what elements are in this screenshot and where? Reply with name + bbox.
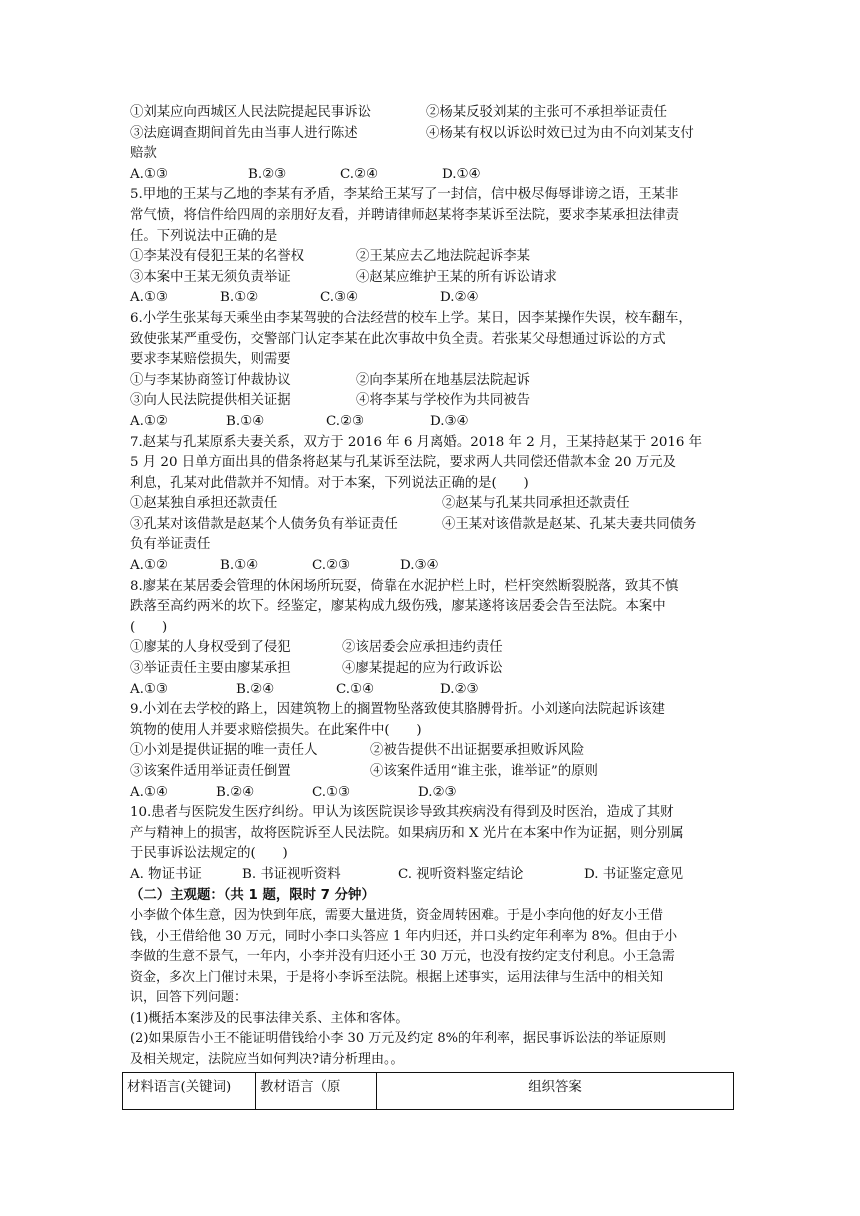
section2-body [130,906,742,1070]
q9-stem-line: 9.小刘在去学校的路上，因建筑物上的搁置物坠落致使其胳膊骨折。小刘遂向法院起诉该建 [130,702,666,718]
q7-option-b: B.①④ [220,558,259,574]
q10-options [130,865,742,886]
q6-option-b: B.①④ [226,413,265,429]
q4-statement-row-1 [130,103,742,124]
q9-statement-row-2 [130,762,742,783]
q5-statement-2: ②王某应去乙地法院起诉李某 [356,249,531,265]
q4-statement-2: ②杨某反驳刘某的主张可不承担举证责任 [426,105,668,120]
q9-option-b: B.②④ [216,784,255,800]
q8-statement-row-2 [130,659,742,680]
q6-stem-line: 致使张某严重受伤，交警部门认定李某在此次事故中负全责。若张某父母想通过诉讼的方式 [130,331,666,347]
table-header-answer: 组织答案 [377,1073,734,1110]
q4-option-d: D.①④ [442,166,481,182]
q5-statement-row-1 [130,247,742,268]
q7-stem-line: 利息，孔某对此借款并不知情。对于本案，下列说法正确的是( ) [130,475,529,491]
q10-stem-line: 10.患者与医院发生医疗纠纷。甲认为该医院误诊导致其疾病没有得到及时医治，造成了其财 [130,805,674,821]
q9-option-c: C.①③ [312,784,351,800]
q10-option-b: B. 书证视听资料 [242,866,341,882]
q8-option-c: C.①④ [336,681,375,697]
q6-statement-1: ①与李某协商签订仲裁协议 [130,372,291,388]
q9-statement-row-1 [130,741,742,762]
q9-statement-4: ④该案件适用“谁主张，谁举证”的原则 [370,764,598,779]
q6-options [130,412,742,433]
q5-option-b: B.①② [220,290,259,306]
q6-statement-row-2 [130,391,742,412]
q5-stem-line: 任。下列说法中正确的是 [130,228,278,244]
q7-option-c: C.②③ [312,558,351,574]
q6-stem-line: 6.小学生张某每天乘坐由李某驾驶的合法经营的校车上学。某日，因李某操作失误，校车翻车， [130,310,692,326]
q5-statement-1: ①李某没有侵犯王某的名誉权 [130,249,305,265]
q4-option-c: C.②④ [340,166,379,182]
section2-para-line: 李做的生意不景气，一年内，小李并没有归还小王 30 万元，也没有按约定支付利息。小王急需 [130,949,675,965]
q10-option-a: A. 物证书证 [130,866,202,882]
q8-option-a: A.①③ [130,681,168,697]
q8-stem-line: 8.廖某在某居委会管理的休闲场所玩耍，倚靠在水泥护栏上时，栏杆突然断裂脱落，致其不慎 [130,578,679,594]
q10-stem-line: 于民事诉讼法规定的( ) [130,846,288,862]
q6-option-a: A.①② [130,413,168,429]
q5-option-c: C.③④ [320,290,359,306]
q8-statement-4: ④廖某提起的应为行政诉讼 [342,661,503,677]
q7-statement-4-cont: 负有举证责任 [130,537,211,553]
q5-option-d: D.②④ [440,290,479,306]
q4-option-b: B.②③ [248,166,287,182]
q8-statement-3: ③举证责任主要由廖某承担 [130,661,291,677]
q8-statement-row-1 [130,638,742,659]
q9-statement-2: ②被告提供不出证据要承担败诉风险 [370,743,585,759]
q8-option-b: B.②④ [236,681,275,697]
q7-option-d: D.③④ [400,558,439,574]
q5-statement-row-2 [130,268,742,289]
section2-para-line: 资金，多次上门催讨未果，于是将小李诉至法院。根据上述事实，运用法律与生活中的相关知 [130,969,664,985]
q8-option-d: D.②③ [440,681,479,697]
q8-options [130,680,742,701]
section2-question-2-line: (2)如果原告小王不能证明借钱给小李 30 万元及约定 8%的年利率，据民事诉讼法的举证原则 [130,1031,666,1047]
q7-statement-4: ④王某对该借款是赵某、孔某夫妻共同债务 [442,516,697,532]
q4-statement-row-2 [130,124,742,145]
q10-option-c: C. 视听资料鉴定结论 [398,866,524,882]
q7-options [130,556,742,577]
section2-para-line: 小李做个体生意，因为快到年底，需要大量进货，资金周转困难。于是小李向他的好友小王借 [130,908,664,924]
q10-option-d: D. 书证鉴定意见 [584,866,684,882]
section2-para-line: 识，回答下列问题： [130,990,248,1006]
q4-options [130,165,742,186]
q6-statement-3: ③向人民法院提供相关证据 [130,393,291,409]
section2-question-2-line: 及相关规定，法院应当如何判决?请分析理由。。 [130,1051,404,1067]
q7-statement-row-2 [130,515,742,536]
q5-stem-line: 常气愤，将信件给四周的亲朋好友看，并聘请律师赵某将李某诉至法院，要求李某承担法律责 [130,207,680,223]
q7-stem-line: 5 月 20 日单方面出具的借条将赵某与孔某诉至法院，要求两人共同偿还借款本金 20 万元及 [130,455,676,471]
q5-statement-3: ③本案中王某无须负责举证 [130,269,291,285]
section2-question-1: (1)概括本案涉及的民事法律关系、主体和客体。 [130,1010,409,1026]
q5-statement-4: ④赵某应维护王某的所有诉讼请求 [356,269,557,285]
q5-options [130,288,742,309]
q6-option-c: C.②③ [326,413,365,429]
q8-statement-2: ②该居委会应承担违约责任 [342,640,503,656]
q4-option-a: A.①③ [130,166,168,182]
table-header-material: 材料语言(关键词) [123,1073,256,1110]
q7-statement-1: ①赵某独自承担还款责任 [130,496,278,512]
q8-statement-1: ①廖某的人身权受到了侵犯 [130,640,291,656]
answer-table-header-row [123,1073,734,1110]
q8-stem-line: ( ) [130,619,168,635]
q9-statement-3: ③该案件适用举证责任倒置 [130,764,291,779]
q9-option-a: A.①④ [130,784,168,800]
q9-options [130,783,742,804]
q7-stem-line: 7.赵某与孔某原系夫妻关系，双方于 2016 年 6 月离婚。2018 年 2 月，王某持赵某于 2016 年 [130,434,703,450]
q6-option-d: D.③④ [430,413,469,429]
q6-statement-4: ④将李某与学校作为共同被告 [356,393,531,409]
q7-statement-row-1 [130,494,742,515]
q4-statement-4-cont: 赔款 [130,146,157,162]
q5-stem-line: 5.甲地的王某与乙地的李某有矛盾，李某给王某写了一封信，信中极尽侮辱诽谤之语，王某非 [130,187,679,203]
q5-option-a: A.①③ [130,290,168,306]
q4-statement-1: ①刘某应向西城区人民法院提起民事诉讼 [130,105,372,120]
document-page [127,103,742,1110]
q6-statement-2: ②向李某所在地基层法院起诉 [356,372,531,388]
q9-stem-line: 筑物的使用人并要求赔偿损失。在此案件中( ) [130,722,422,738]
q9-statement-1: ①小刘是提供证据的唯一责任人 [130,743,318,759]
table-header-textbook: 教材语言（原 [256,1073,377,1110]
section2-para-line: 钱，小王借给他 30 万元，同时小李口头答应 1 年内归还，并口头约定年利率为 8%。但由于小 [130,928,678,944]
q9-option-d: D.②③ [418,784,457,800]
q6-statement-row-1 [130,371,742,392]
q6-stem-line: 要求李某赔偿损失，则需要 [130,352,291,368]
q4-statement-4: ④杨某有权以诉讼时效已过为由不向刘某支付 [426,125,694,141]
q7-option-a: A.①② [130,558,168,574]
q7-statement-2: ②赵某与孔某共同承担还款责任 [442,496,630,512]
section2-title: （二）主观题：（共 1 题，限时 7 分钟） [130,887,375,903]
q7-statement-3: ③孔某对该借款是赵某个人债务负有举证责任 [130,516,398,532]
q10-stem-line: 产与精神上的损害，故将医院诉至人民法院。如果病历和 X 光片在本案中作为证据，则分别属 [130,825,684,841]
q4-statement-3: ③法庭调查期间首先由当事人进行陈述 [130,125,358,141]
answer-table [122,1072,734,1110]
q8-stem-line: 跌落至高约两米的坎下。经鉴定，廖某构成九级伤残，廖某遂将该居委会告至法院。本案中 [130,599,666,615]
